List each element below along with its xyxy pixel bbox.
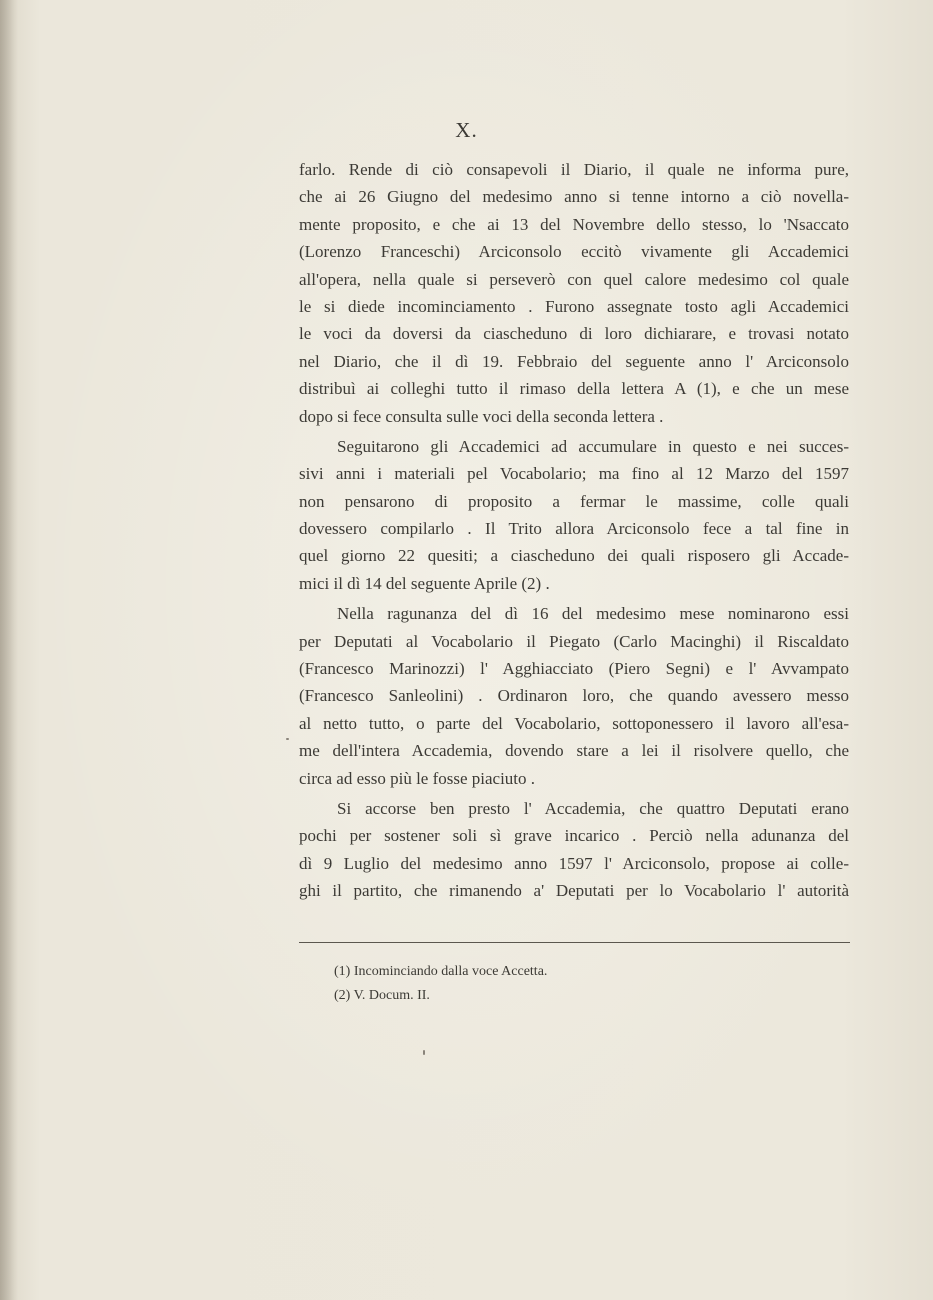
text-line: mici il dì 14 del seguente Aprile (2) .	[299, 573, 550, 593]
text-line: che ai 26 Giugno del medesimo anno si tenne intorno a ciò novella-	[299, 187, 849, 207]
text-line: nel Diario, che il dì 19. Febbraio del seguente anno l' Arciconsolo	[299, 351, 849, 371]
text-line: distribuì ai colleghi tutto il rimaso della lettera A (1), e che un mese	[299, 379, 849, 399]
text-line: Nella ragunanza del dì 16 del medesimo mese nominarono essi	[337, 604, 849, 624]
text-line: al netto tutto, o parte del Vocabolario, sottoponessero il lavoro all'esa-	[299, 713, 849, 733]
text-line: pochi per sostener soli sì grave incarico . Perciò nella adunanza del	[299, 826, 849, 846]
footnotes	[334, 960, 734, 1008]
text-line: (Francesco Marinozzi) l' Agghiacciato (Piero Segni) e l' Avvampato	[299, 659, 849, 679]
text-line: Seguitarono gli Accademici ad accumulare in questo e nei succes-	[337, 436, 849, 456]
footnote-1: (1) Incominciando dalla voce Accetta.	[334, 964, 548, 979]
text-line: mente proposito, e che ai 13 del Novembre dello stesso, lo 'Nsaccato	[299, 214, 849, 234]
text-line: ghi il partito, che rimanendo a' Deputati per lo Vocabolario l' autorità	[299, 881, 849, 901]
text-line: Si accorse ben presto l' Accademia, che quattro Deputati erano	[337, 798, 849, 818]
text-line: sivi anni i materiali pel Vocabolario; ma fino al 12 Marzo del 1597	[299, 464, 849, 484]
footnote-2: (2) V. Docum. II.	[334, 988, 430, 1003]
text-line: me dell'intera Accademia, dovendo stare a lei il risolvere quello, che	[299, 741, 849, 761]
text-line: dopo si fece consulta sulle voci della seconda lettera .	[299, 406, 664, 426]
text-line: (Lorenzo Franceschi) Arciconsolo eccitò vivamente gli Accademici	[299, 242, 849, 262]
paper-speck	[286, 738, 289, 740]
text-line: circa ad esso più le fosse piaciuto .	[299, 768, 536, 788]
text-line: non pensarono di proposito a fermar le massime, colle quali	[299, 491, 849, 511]
text-line: all'opera, nella quale si perseverò con quel calore medesimo col quale	[299, 269, 849, 289]
text-line: quel giorno 22 quesiti; a ciascheduno dei quali risposero gli Accade-	[299, 546, 849, 566]
text-line: (Francesco Sanleolini) . Ordinaron loro, che quando avessero messo	[299, 686, 849, 706]
footnote-rule	[299, 942, 850, 943]
text-line: farlo. Rende di ciò consapevoli il Diario, il quale ne informa pure,	[299, 160, 849, 179]
text-line: dì 9 Luglio del medesimo anno 1597 l' Arciconsolo, propose ai colle-	[299, 853, 849, 873]
paper-speck	[423, 1050, 425, 1055]
page-edge-shadow	[0, 0, 18, 1300]
body-text	[299, 156, 849, 905]
text-line: le voci da doversi da ciascheduno di loro dichiarare, e trovasi notato	[299, 324, 849, 344]
page-number: X.	[455, 118, 478, 142]
text-line: per Deputati al Vocabolario il Piegato (Carlo Macinghi) il Riscaldato	[299, 631, 849, 651]
text-line: dovessero compilarlo . Il Trito allora Arciconsolo fece a tal fine in	[299, 519, 849, 539]
text-line: le si diede incominciamento . Furono assegnate tosto agli Accademici	[299, 296, 849, 316]
